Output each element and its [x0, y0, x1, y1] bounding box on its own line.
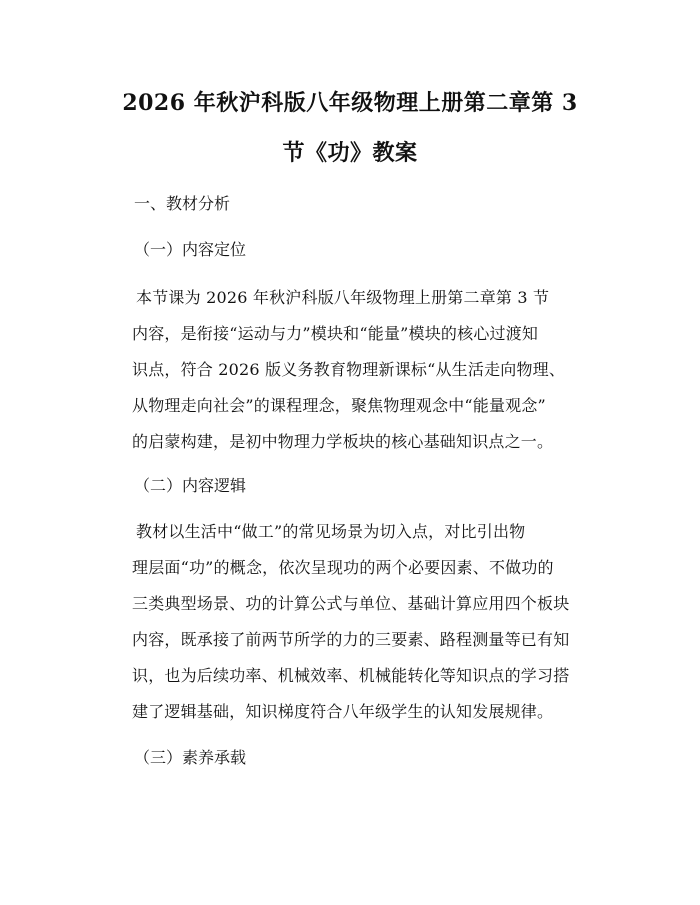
- paragraph-line: 理层面“功”的概念，依次呈现功的两个必要因素、不做功的: [132, 558, 554, 577]
- title-line-1: 2026 年秋沪科版八年级物理上册第二章第 3: [122, 90, 578, 116]
- subheading-content-positioning: （一）内容定位: [134, 240, 247, 259]
- paragraph-line: 三类典型场景、功的计算公式与单位、基础计算应用四个板块: [132, 594, 570, 613]
- paragraph-line: 识，也为后续功率、机械效率、机械能转化等知识点的学习搭: [132, 666, 570, 685]
- paragraph-line: 建了逻辑基础，知识梯度符合八年级学生的认知发展规律。: [132, 702, 554, 721]
- subheading-content-logic: （二）内容逻辑: [134, 476, 247, 495]
- paragraph-content-logic: [132, 514, 604, 730]
- paragraph-line: 内容，既承接了前两节所学的力的三要素、路程测量等已有知: [132, 630, 570, 649]
- paragraph-content-positioning: [132, 280, 604, 460]
- paragraph-line: 识点，符合 2026 版义务教育物理新课标“从生活走向物理、: [132, 360, 566, 379]
- paragraph-line: 从物理走向社会”的课程理念，聚焦物理观念中“能量观念”: [132, 396, 546, 415]
- document-title: [90, 78, 610, 178]
- paragraph-line: 内容，是衔接“运动与力”模块和“能量”模块的核心过渡知: [132, 324, 539, 343]
- subheading-literacy: （三）素养承载: [134, 748, 247, 767]
- title-line-2: 节《功》教案: [282, 140, 418, 166]
- paragraph-line: 的启蒙构建，是初中物理力学板块的核心基础知识点之一。: [132, 432, 554, 451]
- paragraph-line: 本节课为 2026 年秋沪科版八年级物理上册第二章第 3 节: [136, 288, 550, 307]
- paragraph-line: 教材以生活中“做工”的常见场景为切入点，对比引出物: [136, 522, 526, 541]
- section-heading-textbook-analysis: 一、教材分析: [134, 194, 231, 213]
